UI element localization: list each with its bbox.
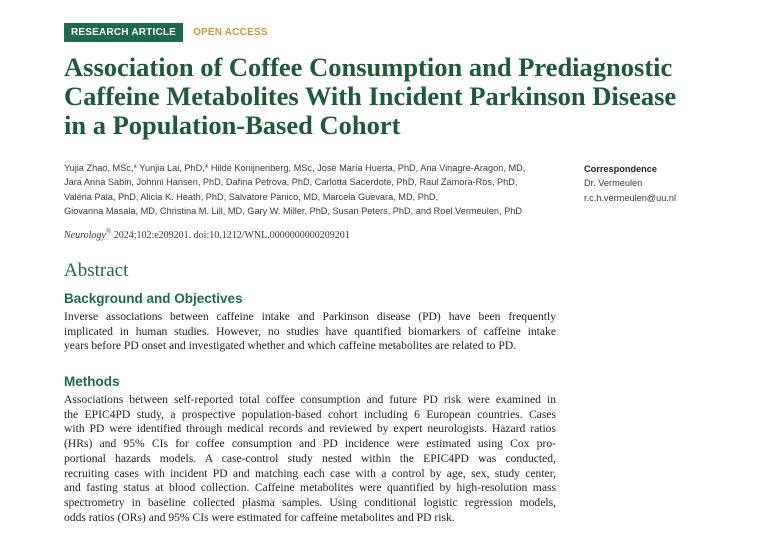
text-line: Inverse associations between caffeine intake and Parkinson disease (PD) have been frequently (64, 310, 556, 323)
text-line: recruiting cases with incident PD and matching each case with a control by age, sex, study center, (64, 466, 556, 480)
text-line: odds ratios (ORs) and 95% CIs were estimated for caffeine metabolites and PD risk. (64, 510, 455, 524)
text-line: Associations between self-reported total coffee consumption and future PD risk were examined in (64, 393, 556, 406)
author-line: Yujia Zhao, MSc,* Yunjia Lai, PhD,* Hilde Konijnenberg, MSc, José María Huerta, PhD, Ana Vinagre-Aragon, MD, (64, 163, 526, 173)
correspondence-email[interactable]: r.c.h.vermeulen@uu.nl (584, 192, 677, 203)
article-tags (64, 23, 268, 42)
article-type-badge: RESEARCH ARTICLE (64, 23, 183, 42)
correspondence-name: Dr. Vermeulen (584, 178, 643, 189)
author-line: Jara Anna Sabin, Johnni Hansen, PhD, Dafina Petrova, PhD, Carlotta Sacerdote, PhD, Raul Zamora-Ros, PhD, (64, 177, 518, 188)
correspondence-heading: Correspondence (584, 164, 658, 174)
journal-name: Neurology (64, 230, 106, 241)
background-heading: Background and Objectives (64, 291, 243, 306)
methods-heading: Methods (64, 374, 120, 389)
text-line: and fasting status at blood collection. Caffeine metabolites were quantified by high-resolution mass (64, 481, 556, 495)
text-line: with PD were identified through medical records and reviewed by expert neurologists. Hazard ratios (64, 422, 556, 436)
citation-line (64, 229, 564, 243)
title-line: in a Population-Based Cohort (64, 110, 401, 140)
author-line: Valeria Pala, PhD, Alicia K. Heath, PhD, Salvatore Panico, MD, Marcela Guevara, MD, PhD, (64, 191, 439, 202)
methods-text (64, 393, 556, 525)
title-line: Association of Coffee Consumption and Prediagnostic (64, 52, 673, 82)
abstract-heading: Abstract (64, 260, 129, 281)
text-line: spectrometry in baseline collected plasma samples. Using conditional logistic regression models, (64, 495, 556, 509)
background-text (64, 310, 556, 354)
open-access-label[interactable]: OPEN ACCESS (193, 27, 268, 38)
registered-mark: ® (105, 227, 112, 236)
text-line: implicated in human studies. However, no studies have quantified biomarkers of caffeine intake (64, 324, 556, 338)
title-line: Caffeine Metabolites With Incident Parkinson Disease (64, 81, 677, 111)
article-title (64, 53, 744, 140)
citation-details[interactable]: 2024;102:e209201. doi:10.1212/WNL.0000000000209201 (111, 230, 350, 241)
text-line: the EPIC4PD study, a prospective population-based cohort including 6 European countries. Cases (64, 407, 556, 421)
text-line: portional hazards models. A case-control study nested within the EPIC4PD was conducted, (64, 451, 556, 465)
author-list (64, 161, 564, 218)
correspondence-block (584, 162, 764, 205)
text-line: years before PD onset and investigated whether and which caffeine metabolites are related to PD. (64, 339, 517, 353)
text-line: (HRs) and 95% CIs for coffee consumption and PD incidence were estimated using Cox pro- (64, 437, 556, 451)
author-line: Giovanna Masala, MD, Christina M. Lill, MD, Gary W. Miller, PhD, Susan Peters, PhD, and Roel Vermeulen, PhD (64, 205, 523, 216)
